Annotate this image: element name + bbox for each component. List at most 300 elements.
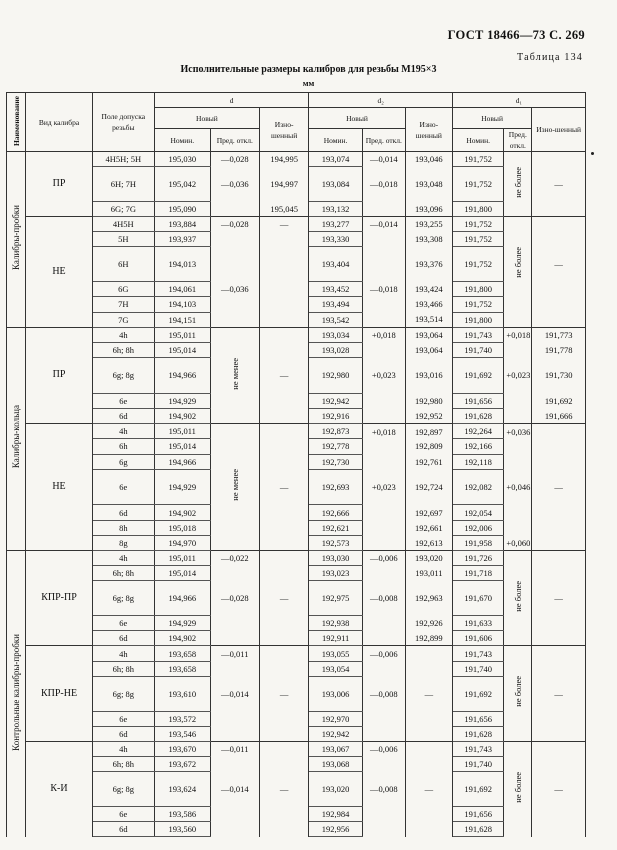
d1-deviation: +0,060 [504, 535, 532, 550]
d1-worn [532, 551, 586, 566]
d1-deviation [504, 393, 532, 408]
d2-deviation: +0,023 [362, 469, 405, 505]
table-row [7, 711, 586, 726]
calibre-kind: ПР [26, 327, 92, 423]
d1-deviation: +0,023 [504, 358, 532, 394]
tolerance-field: 6d [92, 631, 154, 646]
d1-worn: — [532, 676, 586, 711]
d2-nominal: 192,916 [309, 408, 363, 423]
d-worn [259, 505, 308, 520]
d1-worn [532, 439, 586, 454]
d-deviation [210, 454, 259, 469]
d1-deviation [504, 581, 532, 616]
d2-nominal: 193,023 [309, 566, 363, 581]
d2-worn: 192,952 [405, 408, 452, 423]
d1-worn [532, 282, 586, 297]
d1-worn [532, 757, 586, 772]
d2-deviation: —0,018 [362, 167, 405, 202]
d2-worn: 192,613 [405, 535, 452, 550]
d2-nominal: 193,084 [309, 167, 363, 202]
d1-new-header: Новый [452, 108, 531, 129]
d2-worn [405, 741, 452, 756]
d2-deviation [362, 439, 405, 454]
table-row [7, 757, 586, 772]
d-worn: — [259, 217, 308, 232]
d1-deviation [504, 297, 532, 312]
d1-nominal: 191,633 [452, 616, 503, 631]
d-worn: — [259, 358, 308, 394]
d-nominal: 194,966 [154, 581, 210, 616]
d-worn [259, 631, 308, 646]
table-row [7, 646, 586, 661]
table-row [7, 806, 586, 821]
limit-note: не более [512, 246, 523, 278]
d-nominal: 195,014 [154, 439, 210, 454]
unit-label: мм [302, 78, 315, 88]
d1-deviation [504, 312, 532, 327]
d1-deviation [504, 661, 532, 676]
d-nominal: 195,011 [154, 551, 210, 566]
d1-nominal: 191,958 [452, 535, 503, 550]
d1-nominal: 191,740 [452, 757, 503, 772]
d-worn [259, 661, 308, 676]
tolerance-field: 8h [92, 520, 154, 535]
table-row [7, 312, 586, 327]
d-deviation [210, 726, 259, 741]
d-nominal: 194,902 [154, 408, 210, 423]
tolerance-field: 6h [92, 439, 154, 454]
d1-nominal: 192,166 [452, 439, 503, 454]
calibre-kind: НЕ [26, 424, 92, 551]
d2-worn-header: Изно-шенный [405, 108, 452, 152]
d-worn: 194,995 [259, 152, 308, 167]
tolerance-field: 4H5H; 5H [92, 152, 154, 167]
d1-nominal: 191,606 [452, 631, 503, 646]
table-row [7, 393, 586, 408]
d1-worn [532, 297, 586, 312]
d2-new-header: Новый [309, 108, 405, 129]
d-nominal: 193,586 [154, 806, 210, 821]
d1-dev-header: Пред. откл. [504, 129, 532, 152]
group-name: Калибры-пробки [11, 204, 22, 270]
group-name: Калибры-кольца [11, 405, 22, 469]
d-nom-header: Номин. [154, 129, 210, 152]
d2-nominal: 193,067 [309, 741, 363, 756]
d2-nominal: 193,330 [309, 232, 363, 247]
group-name-cell [7, 327, 26, 550]
col-d2-header: d₂ [309, 93, 453, 108]
tolerance-field: 6G [92, 282, 154, 297]
table-row [7, 424, 586, 439]
table-row [7, 152, 586, 167]
d1-nominal: 191,726 [452, 551, 503, 566]
d-deviation [210, 520, 259, 535]
d2-deviation [362, 312, 405, 327]
d-deviation [210, 393, 259, 408]
d-worn: 194,997 [259, 167, 308, 202]
table-row [7, 247, 586, 282]
d2-nominal: 192,980 [309, 358, 363, 394]
d2-deviation: —0,008 [362, 676, 405, 711]
tolerance-field: 4h [92, 551, 154, 566]
d2-nominal: 192,911 [309, 631, 363, 646]
d-worn: — [259, 772, 308, 807]
d2-worn [405, 726, 452, 741]
d2-nominal: 192,693 [309, 469, 363, 505]
d2-nominal: 193,404 [309, 247, 363, 282]
d1-deviation [504, 646, 532, 661]
table-row [7, 676, 586, 711]
d-deviation [210, 661, 259, 676]
d-nominal: 193,572 [154, 711, 210, 726]
d2-worn [405, 822, 452, 837]
d-deviation [210, 232, 259, 247]
d2-worn: 193,466 [405, 297, 452, 312]
d1-nominal: 191,752 [452, 217, 503, 232]
d1-deviation [504, 167, 532, 202]
d2-deviation: —0,006 [362, 551, 405, 566]
table-row [7, 741, 586, 756]
d-worn [259, 566, 308, 581]
d2-worn: — [405, 676, 452, 711]
tolerance-field: 4h [92, 646, 154, 661]
d2-nom-header: Номин. [309, 129, 363, 152]
tolerance-field: 6g; 8g [92, 581, 154, 616]
d1-worn [532, 616, 586, 631]
d1-worn [532, 454, 586, 469]
d2-worn [405, 646, 452, 661]
d-deviation [210, 424, 259, 439]
d-deviation [210, 535, 259, 550]
d2-nominal: 192,666 [309, 505, 363, 520]
d-nominal: 195,014 [154, 566, 210, 581]
limit-note: не более [512, 166, 523, 198]
d1-deviation [504, 551, 532, 566]
d2-deviation [362, 661, 405, 676]
d2-nominal: 193,020 [309, 772, 363, 807]
group-name-cell [7, 152, 26, 328]
d1-worn [532, 535, 586, 550]
d1-nominal: 191,752 [452, 297, 503, 312]
d1-deviation [504, 232, 532, 247]
d1-worn: — [532, 247, 586, 282]
d-deviation: —0,014 [210, 676, 259, 711]
d1-nominal: 191,656 [452, 711, 503, 726]
d-worn [259, 726, 308, 741]
d1-deviation [504, 520, 532, 535]
table-row [7, 520, 586, 535]
d-deviation [210, 312, 259, 327]
d1-deviation [504, 247, 532, 282]
d1-worn [532, 505, 586, 520]
d-nominal: 194,929 [154, 469, 210, 505]
table-row [7, 201, 586, 216]
d1-nominal: 191,740 [452, 661, 503, 676]
d2-worn: 193,020 [405, 551, 452, 566]
d1-worn [532, 217, 586, 232]
limit-note: не более [512, 676, 523, 708]
d-nominal: 194,970 [154, 535, 210, 550]
table-row [7, 232, 586, 247]
d-deviation [210, 342, 259, 357]
d1-worn [532, 520, 586, 535]
group-name-cell [7, 551, 26, 837]
d-deviation [210, 806, 259, 821]
d1-deviation [504, 741, 532, 756]
d1-deviation [504, 152, 532, 167]
d-worn [259, 327, 308, 342]
d-deviation [210, 631, 259, 646]
d1-worn-header: Изно-шенный [532, 108, 586, 152]
d1-deviation [504, 711, 532, 726]
tolerance-field: 6e [92, 616, 154, 631]
d1-nominal: 191,752 [452, 152, 503, 167]
d-deviation [210, 566, 259, 581]
d1-nominal: 191,740 [452, 342, 503, 357]
d-nominal: 193,658 [154, 661, 210, 676]
d-nominal: 195,090 [154, 201, 210, 216]
d1-nominal: 191,743 [452, 327, 503, 342]
d2-nominal: 193,452 [309, 282, 363, 297]
table-row [7, 616, 586, 631]
d-nominal: 193,624 [154, 772, 210, 807]
d-nominal: 194,929 [154, 393, 210, 408]
d-worn: 195,045 [259, 201, 308, 216]
tolerance-field: 6G; 7G [92, 201, 154, 216]
d-worn [259, 297, 308, 312]
d-deviation [210, 201, 259, 216]
d1-nominal: 191,628 [452, 822, 503, 837]
d1-deviation [504, 342, 532, 357]
d2-nominal: 193,055 [309, 646, 363, 661]
d-worn [259, 424, 308, 439]
d1-nominal: 191,692 [452, 358, 503, 394]
d-deviation [210, 616, 259, 631]
d2-worn: 192,963 [405, 581, 452, 616]
d1-deviation [504, 772, 532, 807]
d2-nominal: 192,970 [309, 711, 363, 726]
d2-worn: 192,661 [405, 520, 452, 535]
d1-deviation [504, 408, 532, 423]
d-worn [259, 646, 308, 661]
tolerance-field: 6d [92, 408, 154, 423]
tolerance-field: 6h; 8h [92, 661, 154, 676]
table-row [7, 772, 586, 807]
d1-nominal: 191,800 [452, 282, 503, 297]
d1-deviation [504, 757, 532, 772]
d2-deviation [362, 408, 405, 423]
d2-deviation: —0,014 [362, 217, 405, 232]
d1-nominal: 191,800 [452, 312, 503, 327]
d2-worn: 193,016 [405, 358, 452, 394]
d-deviation: —0,028 [210, 581, 259, 616]
d2-deviation: +0,023 [362, 358, 405, 394]
limit-note: не менее [229, 469, 240, 501]
d1-worn: 191,666 [532, 408, 586, 423]
col-name-header: Наименование [7, 93, 26, 152]
d2-deviation [362, 201, 405, 216]
d1-nominal: 191,692 [452, 676, 503, 711]
d-worn [259, 711, 308, 726]
d1-deviation [504, 439, 532, 454]
d2-worn: 192,809 [405, 439, 452, 454]
d-nominal: 194,966 [154, 454, 210, 469]
d-deviation [210, 327, 259, 342]
d2-nominal: 193,494 [309, 297, 363, 312]
d2-worn: 193,096 [405, 201, 452, 216]
margin-dot [591, 152, 594, 155]
d-nominal: 193,546 [154, 726, 210, 741]
d-deviation: —0,036 [210, 282, 259, 297]
d2-nominal: 192,942 [309, 726, 363, 741]
page-header: ГОСТ 18466—73 С. 269 [447, 28, 585, 42]
table-row [7, 822, 586, 837]
d2-worn: 193,064 [405, 327, 452, 342]
d1-worn [532, 711, 586, 726]
d-worn: — [259, 581, 308, 616]
d-nominal: 195,011 [154, 424, 210, 439]
d1-deviation: +0,036 [504, 424, 532, 439]
d1-worn: — [532, 581, 586, 616]
d2-deviation [362, 520, 405, 535]
table-row [7, 454, 586, 469]
d-nominal: 195,042 [154, 167, 210, 202]
table-row [7, 342, 586, 357]
tolerance-field: 4h [92, 327, 154, 342]
table-row [7, 358, 586, 394]
d1-worn [532, 566, 586, 581]
d-deviation: —0,011 [210, 741, 259, 756]
d1-deviation [504, 454, 532, 469]
d1-nominal: 191,800 [452, 201, 503, 216]
d1-nominal: 192,118 [452, 454, 503, 469]
table-row [7, 551, 586, 566]
d2-nominal: 193,006 [309, 676, 363, 711]
d2-worn: 193,514 [405, 312, 452, 327]
table-row [7, 581, 586, 616]
d2-nominal: 192,975 [309, 581, 363, 616]
d-deviation: —0,011 [210, 646, 259, 661]
d1-nominal: 191,752 [452, 247, 503, 282]
d2-nominal: 193,542 [309, 312, 363, 327]
table-row [7, 631, 586, 646]
calibre-kind: ПР [26, 152, 92, 217]
d2-worn: — [405, 772, 452, 807]
d-deviation: —0,036 [210, 167, 259, 202]
d1-deviation [504, 505, 532, 520]
d2-worn: 193,255 [405, 217, 452, 232]
tolerance-field: 4h [92, 741, 154, 756]
d2-deviation [362, 232, 405, 247]
d2-deviation [362, 393, 405, 408]
table-header [7, 93, 586, 152]
d-deviation: —0,028 [210, 152, 259, 167]
d2-worn [405, 806, 452, 821]
d1-worn: 191,778 [532, 342, 586, 357]
d2-worn: 193,376 [405, 247, 452, 282]
d1-deviation [504, 631, 532, 646]
tolerance-field: 6h; 8h [92, 566, 154, 581]
d-worn: — [259, 676, 308, 711]
table-row [7, 408, 586, 423]
d2-nominal: 192,956 [309, 822, 363, 837]
d1-deviation [504, 217, 532, 232]
d1-worn [532, 631, 586, 646]
tolerance-field: 6g; 8g [92, 772, 154, 807]
d2-nominal: 192,942 [309, 393, 363, 408]
d2-worn: 193,064 [405, 342, 452, 357]
d2-nominal: 192,938 [309, 616, 363, 631]
table-row [7, 469, 586, 505]
d-deviation [210, 469, 259, 505]
d1-nominal: 191,718 [452, 566, 503, 581]
tolerance-field: 6e [92, 469, 154, 505]
d2-deviation: +0,018 [362, 327, 405, 342]
d2-nominal: 192,873 [309, 424, 363, 439]
d2-worn: 192,926 [405, 616, 452, 631]
table-row [7, 726, 586, 741]
d2-nominal: 192,730 [309, 454, 363, 469]
d2-nominal: 193,028 [309, 342, 363, 357]
d1-nominal: 192,082 [452, 469, 503, 505]
d-deviation [210, 757, 259, 772]
calibre-table [6, 92, 586, 837]
d2-deviation [362, 247, 405, 282]
table-row [7, 282, 586, 297]
d-worn-header: Изно-шенный [259, 108, 308, 152]
d-nominal: 194,061 [154, 282, 210, 297]
d2-deviation [362, 616, 405, 631]
d2-deviation [362, 566, 405, 581]
d1-worn [532, 232, 586, 247]
table-number: Таблица 134 [517, 52, 583, 63]
d1-nominal: 191,628 [452, 408, 503, 423]
d-worn [259, 520, 308, 535]
d1-worn [532, 424, 586, 439]
d-nominal: 195,030 [154, 152, 210, 167]
d-worn: — [259, 469, 308, 505]
d2-worn: 192,899 [405, 631, 452, 646]
d-deviation [210, 439, 259, 454]
d-worn [259, 454, 308, 469]
d2-nominal: 193,030 [309, 551, 363, 566]
d-deviation [210, 408, 259, 423]
d1-deviation [504, 726, 532, 741]
d-worn [259, 393, 308, 408]
tolerance-field: 8g [92, 535, 154, 550]
d2-worn: 193,424 [405, 282, 452, 297]
d1-worn [532, 741, 586, 756]
d1-nominal: 191,743 [452, 741, 503, 756]
limit-note: не менее [229, 357, 240, 390]
col-d-header: d [154, 93, 308, 108]
group-name: Контрольные калибры-пробки [11, 633, 22, 751]
d1-deviation [504, 282, 532, 297]
d1-nominal: 191,743 [452, 646, 503, 661]
d-nominal: 194,966 [154, 358, 210, 394]
d1-deviation [504, 616, 532, 631]
table-row [7, 167, 586, 202]
calibre-kind: КПР-НЕ [26, 646, 92, 741]
table-row [7, 327, 586, 342]
d2-worn: 193,308 [405, 232, 452, 247]
d2-nominal: 193,068 [309, 757, 363, 772]
table-row [7, 217, 586, 232]
d2-nominal: 192,573 [309, 535, 363, 550]
d-nominal: 193,658 [154, 646, 210, 661]
d-nominal: 194,103 [154, 297, 210, 312]
d-nominal: 193,610 [154, 676, 210, 711]
